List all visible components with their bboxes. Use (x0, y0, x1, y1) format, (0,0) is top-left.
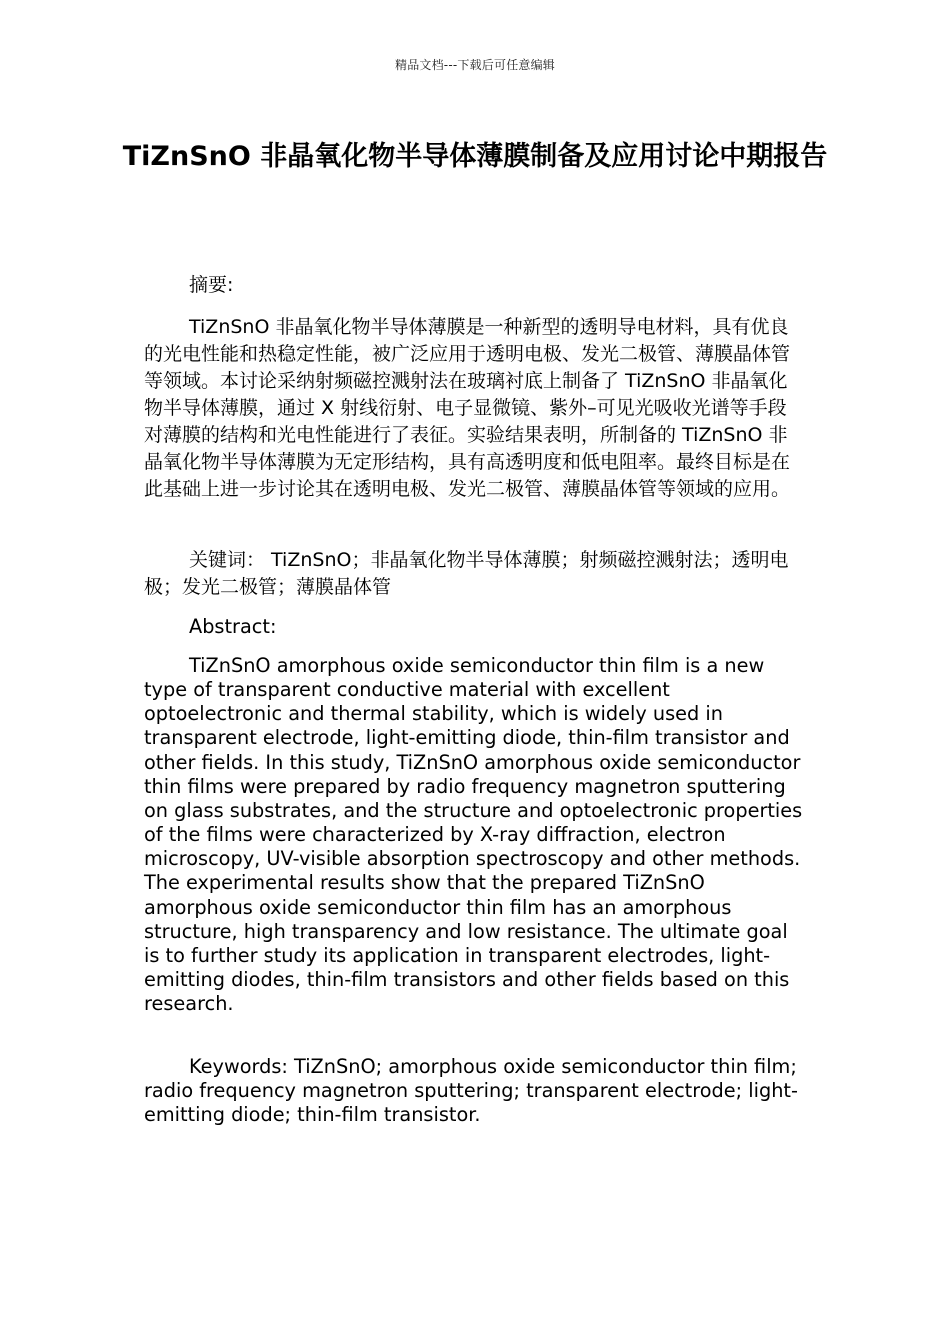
abstract-en-label: Abstract: (189, 615, 277, 638)
keywords-en: Keywords: TiZnSnO; amorphous oxide semiconductor thin film; radio frequency magnetron sputtering; transparent electrode; light-emitting diode; thin-film transistor. (144, 1055, 798, 1127)
abstract-zh-body: TiZnSnO 非晶氧化物半导体薄膜是一种新型的透明导电材料，具有优良的光电性能和热稳定性能，被广泛应用于透明电极、发光二极管、薄膜晶体管等领域。本讨论采纳射频磁控溅射法在玻璃衬底上制备了 TiZnSnO 非晶氧化物半导体薄膜，通过 X 射线衍射、电子显微镜、紫外–可见光吸收光谱等手段对薄膜的结构和光电性能进行了表征。实验结果表明，所制备的 TiZnSnO 非晶氧化物半导体薄膜为无定形结构，具有高透明度和低电阻率。最终目标是在此基础上进一步讨论其在透明电极、发光二极管、薄膜晶体管等领域的应用。 (144, 316, 791, 500)
abstract-zh-label: 摘要: (189, 274, 234, 296)
abstract-en-body: TiZnSnO amorphous oxide semiconductor thin film is a new type of transparent conductive material with excellent optoelectronic and thermal stability, which is widely used in transparent electrode, light-emitting diode, thin-film transistor and other fields. In this study, TiZnSnO amorphous oxide semiconductor thin films were prepared by radio frequency magnetron sputtering on glass substrates, and the structure and optoelectronic properties of the films were characterized by X-ray diffraction, electron microscopy, UV-visible absorption spectroscopy and other methods. The experimental results show that the prepared TiZnSnO amorphous oxide semiconductor thin film has an amorphous structure, high transparency and low resistance. The ultimate goal is to further study its application in transparent electrodes, light-emitting diodes, thin-film transistors and other fields based on this research. (144, 654, 803, 1016)
page-title: TiZnSnO 非晶氧化物半导体薄膜制备及应用讨论中期报告 (122, 141, 828, 172)
header-note: 精品文档---下载后可任意编辑 (395, 58, 555, 72)
keywords-zh: 关键词： TiZnSnO；非晶氧化物半导体薄膜；射频磁控溅射法；透明电极；发光二极管；薄膜晶体管 (144, 549, 789, 598)
